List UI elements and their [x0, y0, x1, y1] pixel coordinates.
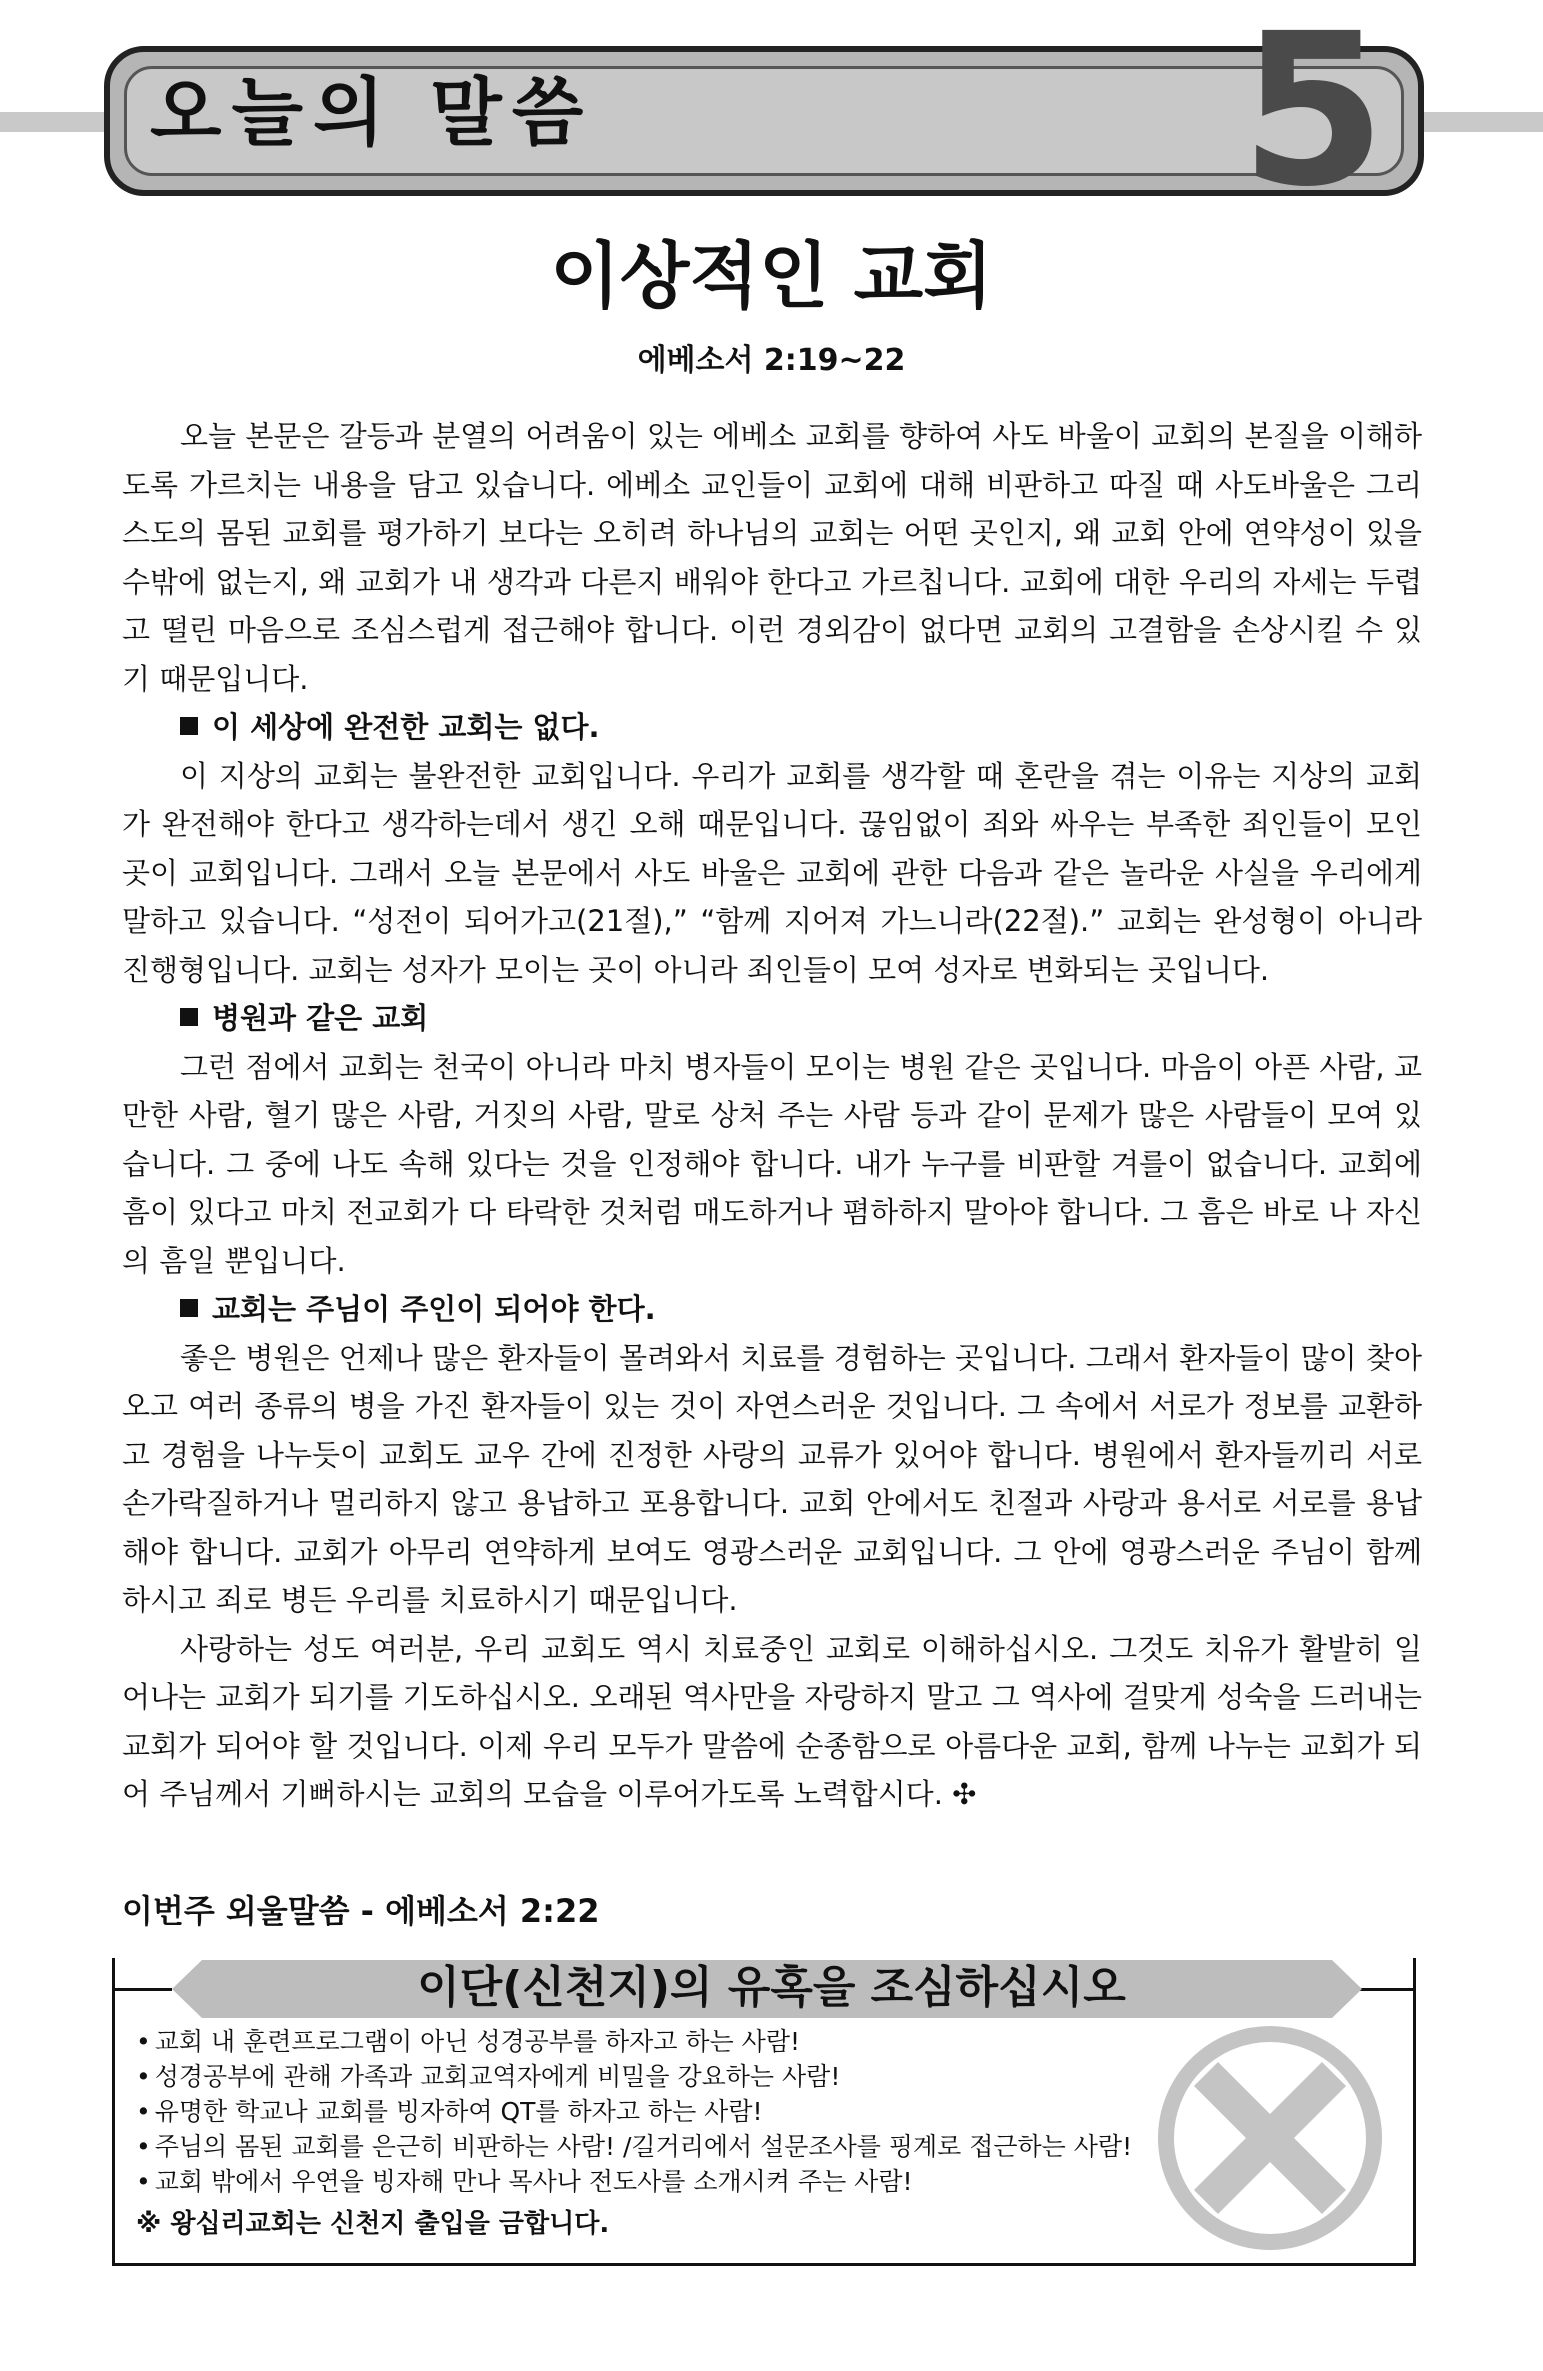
sermon-body	[122, 412, 1422, 1819]
warning-item: • 유명한 학교나 교회를 빙자하여 QT를 하자고 하는 사람!	[136, 2094, 1132, 2129]
page-number: 5	[1240, 0, 1387, 233]
section-paragraph: 좋은 병원은 언제나 많은 환자들이 몰려와서 치료를 경험하는 곳입니다. 그래서 환자들이 많이 찾아오고 여러 종류의 병을 가진 환자들이 있는 것이 자연스러운 것입니다. 그 속에서 서로가 정보를 교환하고 경험을 나누듯이 교회도 교우 간에 진정한 사랑의 교류가 있어야 합니다. 병원에서 환자들끼리 서로 손가락질하거나 멀리하지 않고 용납하고 포용합니다. 교회 안에서도 친절과 사랑과 용서로 서로를 용납해야 합니다. 교회가 아무리 연약하게 보여도 영광스러운 교회입니다. 그 안에 영광스러운 주님이 함께 하시고 죄로 병든 우리를 치료하시기 때문입니다.	[122, 1340, 1422, 1617]
memory-verse: 이번주 외울말씀 - 에베소서 2:22	[122, 1892, 600, 1930]
square-bullet-icon	[180, 1008, 198, 1026]
warning-title: 이단(신천지)의 유혹을 조심하십시오	[417, 1962, 1126, 2013]
section-heading	[122, 703, 1422, 752]
warning-item: • 교회 밖에서 우연을 빙자해 만나 목사나 전도사를 소개시켜 주는 사람!	[136, 2164, 1132, 2199]
section-heading-text: 이 세상에 완전한 교회는 없다.	[212, 710, 600, 744]
section-heading	[122, 994, 1422, 1043]
section-heading-text: 교회는 주님이 주인이 되어야 한다.	[212, 1292, 656, 1326]
square-bullet-icon	[180, 717, 198, 735]
scripture-reference: 에베소서 2:19~22	[637, 343, 906, 378]
warning-list	[136, 2024, 1132, 2199]
intro-paragraph: 오늘 본문은 갈등과 분열의 어려움이 있는 에베소 교회를 향하여 사도 바울이 교회의 본질을 이해하도록 가르치는 내용을 담고 있습니다. 에베소 교인들이 교회에 대해 비판하고 따질 때 사도바울은 그리스도의 몸된 교회를 평가하기 보다는 오히려 하나님의 교회는 어떤 곳인지, 왜 교회 안에 연약성이 있을 수밖에 없는지, 왜 교회가 내 생각과 다른지 배워야 한다고 가르칩니다. 교회에 대한 우리의 자세는 두렵고 떨린 마음으로 조심스럽게 접근해야 합니다. 이런 경외감이 없다면 교회의 고결함을 손상시킬 수 있기 때문입니다.	[122, 419, 1422, 696]
square-bullet-icon	[180, 1299, 198, 1317]
section-heading	[122, 1285, 1422, 1334]
section-title: 오늘의 말씀	[150, 70, 594, 156]
warning-item: • 교회 내 훈련프로그램이 아닌 성경공부를 하자고 하는 사람!	[136, 2024, 1132, 2059]
prohibited-x-icon	[1150, 2018, 1390, 2258]
closing-paragraph: 사랑하는 성도 여러분, 우리 교회도 역시 치료중인 교회로 이해하십시오. 그것도 치유가 활발히 일어나는 교회가 되기를 기도하십시오. 오래된 역사만을 자랑하지 말고 그 역사에 걸맞게 성숙을 드러내는 교회가 되어야 할 것입니다. 이제 우리 모두가 말씀에 순종함으로 아름다운 교회, 함께 나누는 교회가 되어 주님께서 기뻐하시는 교회의 모습을 이루어가도록 노력합시다. ✣	[122, 1631, 1422, 1811]
section-paragraph: 이 지상의 교회는 불완전한 교회입니다. 우리가 교회를 생각할 때 혼란을 겪는 이유는 지상의 교회가 완전해야 한다고 생각하는데서 생긴 오해 때문입니다. 끊임없이 죄와 싸우는 부족한 죄인들이 모인 곳이 교회입니다. 그래서 오늘 본문에서 사도 바울은 교회에 관한 다음과 같은 놀라운 사실을 우리에게 말하고 있습니다. “성전이 되어가고(21절),” “함께 지어져 가느니라(22절).” 교회는 완성형이 아니라 진행형입니다. 교회는 성자가 모이는 곳이 아니라 죄인들이 모여 성자로 변화되는 곳입니다.	[122, 758, 1422, 987]
warning-note: ※ 왕십리교회는 신천지 출입을 금합니다.	[136, 2209, 610, 2239]
warning-item: • 성경공부에 관해 가족과 교회교역자에게 비밀을 강요하는 사람!	[136, 2059, 1132, 2094]
warning-item: • 주님의 몸된 교회를 은근히 비판하는 사람! /길거리에서 설문조사를 핑계로 접근하는 사람!	[136, 2129, 1132, 2164]
section-paragraph: 그런 점에서 교회는 천국이 아니라 마치 병자들이 모이는 병원 같은 곳입니다. 마음이 아픈 사람, 교만한 사람, 혈기 많은 사람, 거짓의 사람, 말로 상처 주는 사람 등과 같이 문제가 많은 사람들이 모여 있습니다. 그 중에 나도 속해 있다는 것을 인정해야 합니다. 내가 누구를 비판할 겨를이 없습니다. 교회에 흠이 있다고 마치 전교회가 다 타락한 것처럼 매도하거나 폄하하지 말아야 합니다. 그 흠은 바로 나 자신의 흠일 뿐입니다.	[122, 1049, 1422, 1278]
section-heading-text: 병원과 같은 교회	[212, 1001, 429, 1035]
sermon-title: 이상적인 교회	[550, 234, 993, 318]
